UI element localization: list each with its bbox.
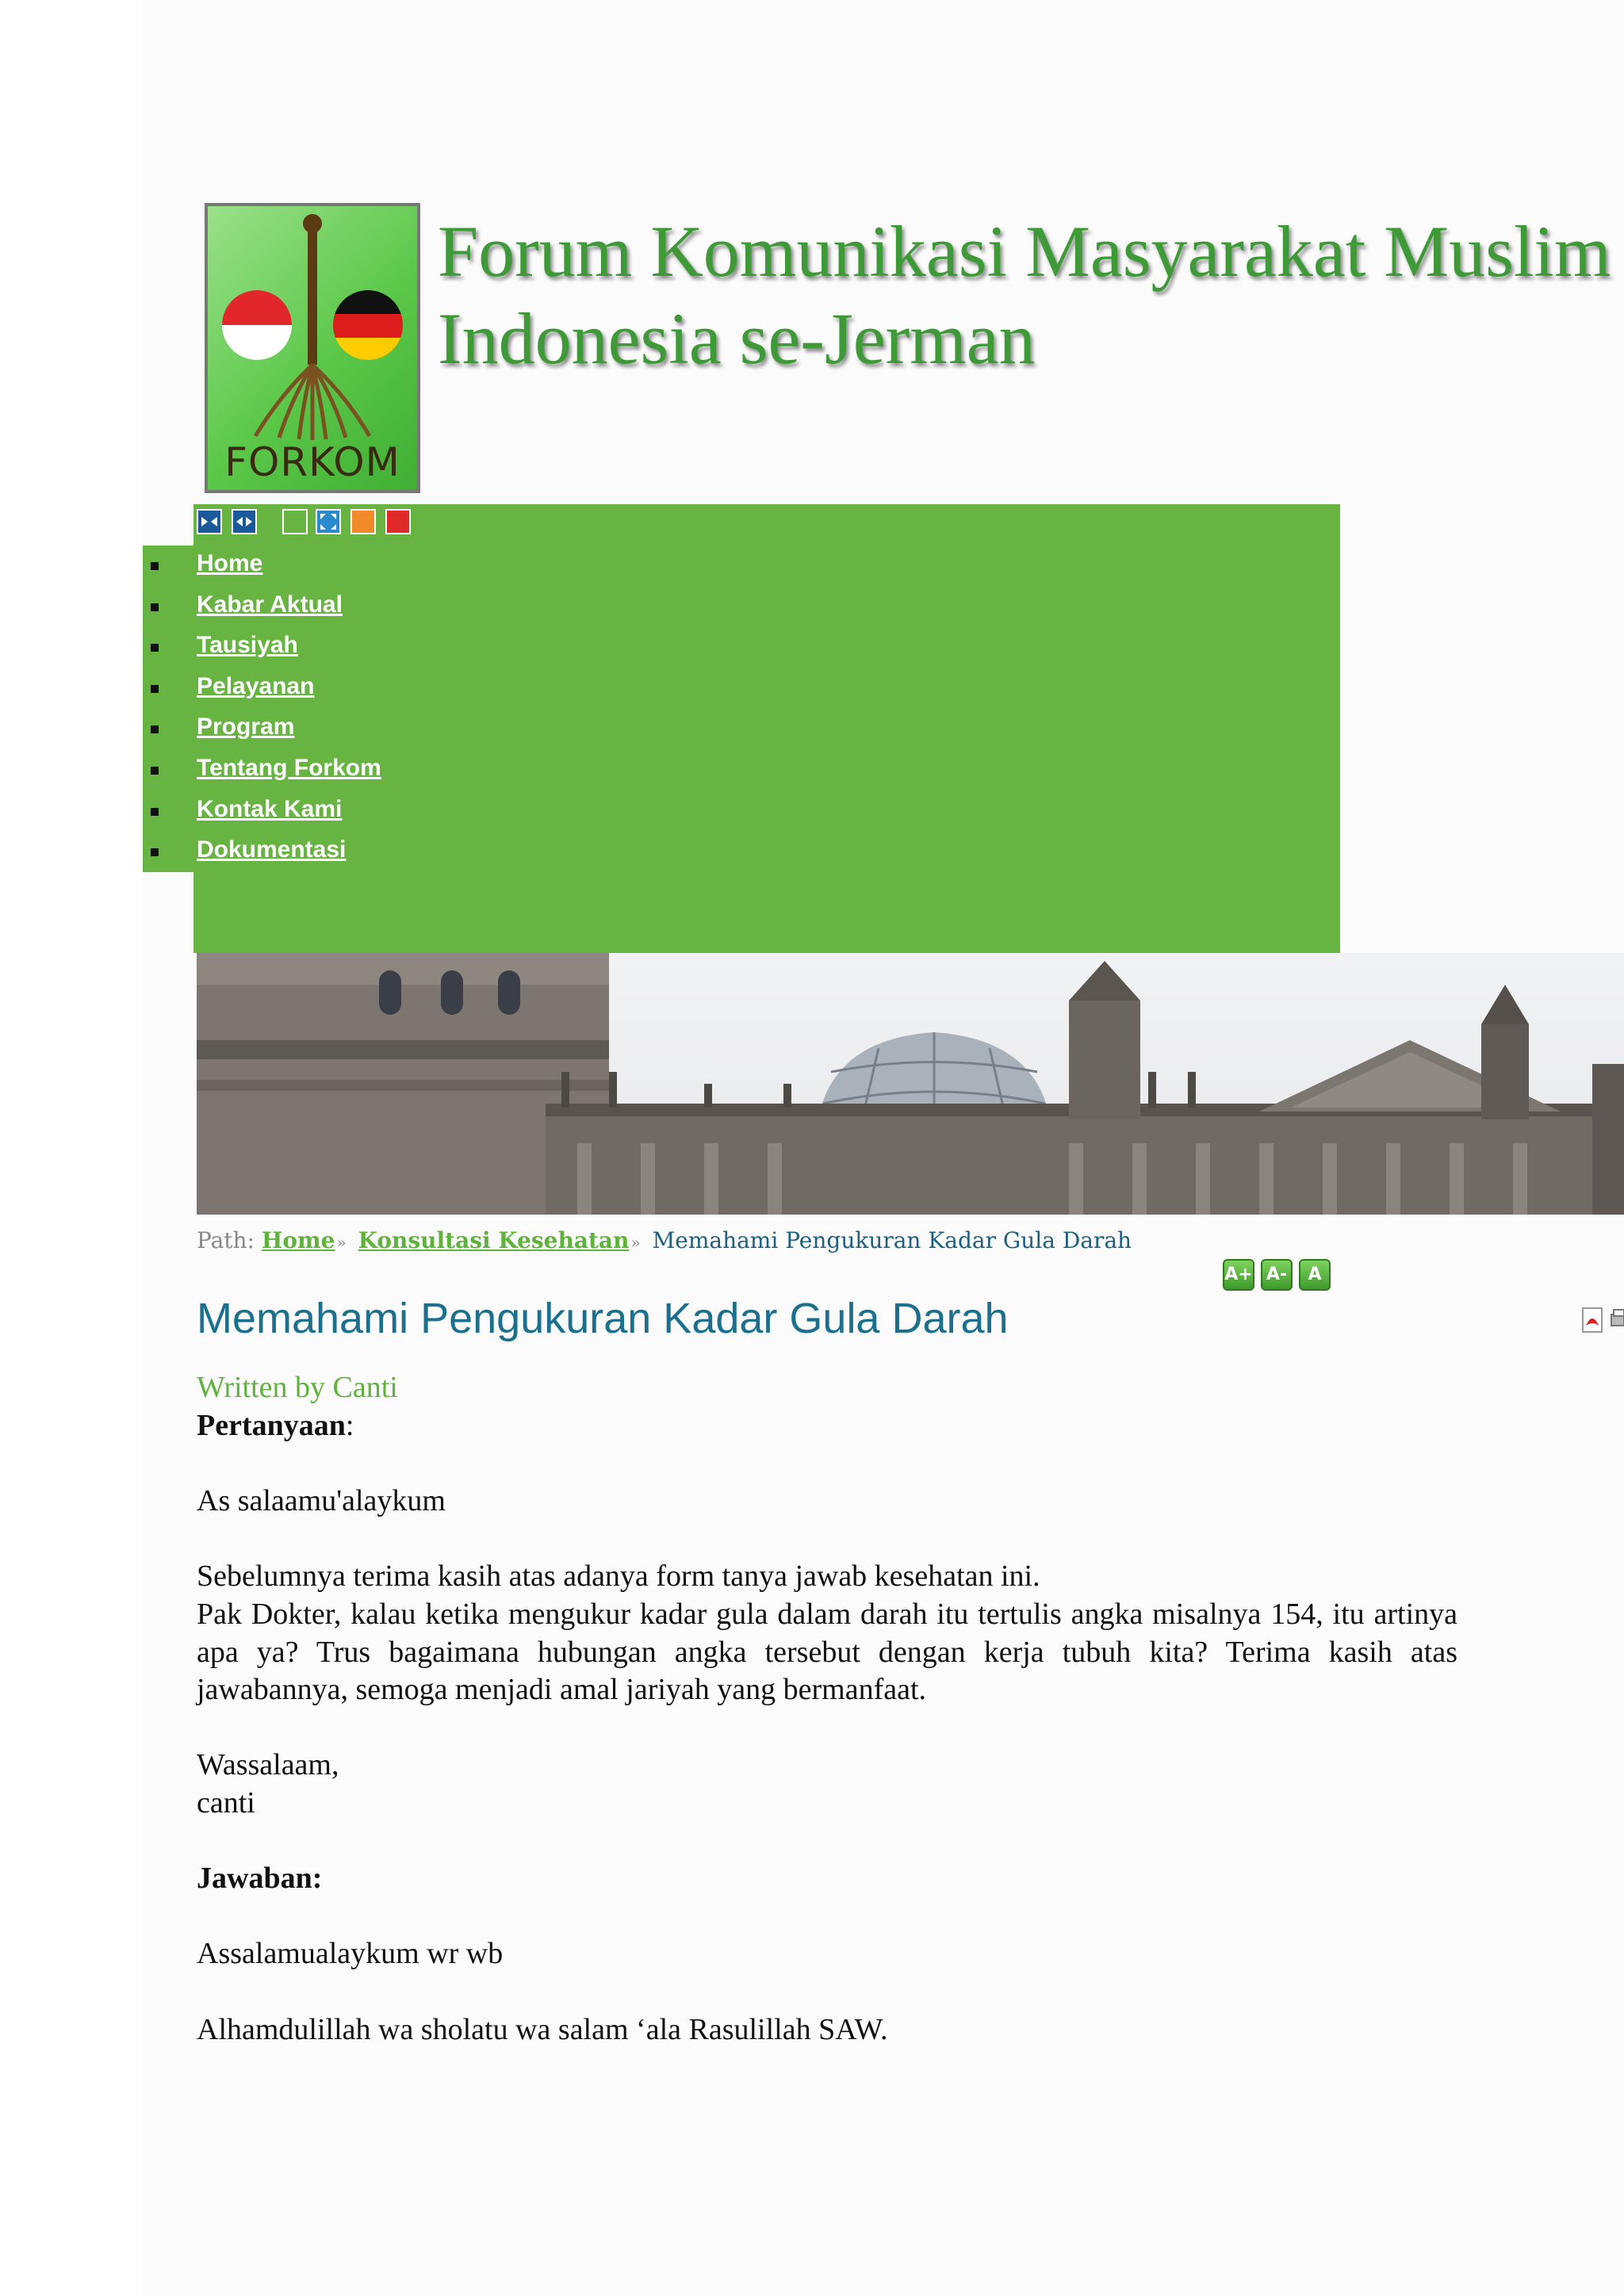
menu-panel [193, 504, 1340, 953]
bullet [151, 644, 159, 652]
article-title: Memahami Pengukuran Kadar Gula Darah [197, 1295, 1009, 1342]
nav-link-program[interactable]: Program [197, 714, 295, 740]
font-decrease-button[interactable]: A- [1261, 1259, 1293, 1291]
site-title [438, 208, 1624, 382]
nav-link-dokumentasi[interactable]: Dokumentasi [197, 836, 347, 863]
broom-emblem-icon [208, 206, 417, 444]
article-body [197, 1407, 1457, 2049]
bullet [151, 808, 159, 816]
nav-link-pelayanan[interactable]: Pelayanan [197, 672, 315, 699]
site-title-line2: Indonesia se-Jerman [438, 298, 1036, 379]
bullet [151, 848, 159, 856]
bullet [151, 725, 159, 733]
question-heading: Pertanyaan: [197, 1409, 354, 1442]
font-size-controls [1223, 1259, 1337, 1291]
bullet [151, 685, 159, 693]
breadcrumb-current: Memahami Pengukuran Kadar Gula Darah [652, 1227, 1132, 1253]
answer-label: Jawaban: [197, 1862, 323, 1896]
article-byline: Written by Canti [197, 1371, 398, 1404]
nav-link-kontak-kami[interactable]: Kontak Kami [197, 795, 343, 822]
bullet [151, 767, 159, 775]
question-para1: Sebelumnya terima kasih atas adanya form tanya jawab kesehatan ini. [197, 1559, 1040, 1594]
print-icon[interactable] [1610, 1307, 1624, 1337]
red-theme-icon[interactable] [385, 509, 411, 534]
answer-heading [197, 1860, 1457, 1898]
question-para2: Pak Dokter, kalau ketika mengukur kadar gula dalam darah itu tertulis angka misalnya 154, itu artinya apa ya? Trus bagaimana hubungan angka tersebut dengan kerja tubuh kita? Terima kasih atas jawabannya, semoga menjadi amal jariyah yang bermanfaat. [197, 1597, 1457, 1707]
answer-para1: Alhamdulillah wa sholatu wa salam ‘ala Rasulillah SAW. [197, 2012, 888, 2046]
nav-link-kabar-aktual[interactable]: Kabar Aktual [197, 591, 343, 618]
double-chevron-right-icon: » [336, 1233, 347, 1252]
double-chevron-right-icon: » [630, 1233, 641, 1252]
closing: Wassalaam, [197, 1748, 339, 1782]
font-reset-button[interactable]: A [1299, 1259, 1331, 1291]
bullet [151, 562, 159, 570]
nav-link-tausiyah[interactable]: Tausiyah [197, 632, 298, 659]
forkom-logo[interactable] [205, 203, 420, 493]
fullscreen-icon[interactable] [316, 509, 341, 534]
nav-link-home[interactable]: Home [197, 550, 263, 576]
breadcrumb [197, 1227, 1132, 1253]
site-title-line1: Forum Komunikasi Masyarakat Muslim [438, 211, 1611, 292]
answer-greeting: Assalamualaykum wr wb [197, 1937, 504, 1971]
greeting: As salaamu'alaykum [197, 1484, 446, 1518]
reichstag-building-image [197, 953, 1624, 1215]
green-theme-icon[interactable] [282, 509, 308, 534]
menu-panel-extension [143, 545, 193, 872]
orange-theme-icon[interactable] [350, 509, 376, 534]
font-increase-button[interactable]: A+ [1223, 1259, 1254, 1291]
wide-width-icon[interactable] [232, 509, 257, 534]
signature: canti [197, 1785, 255, 1820]
logo-label: FORKOM [224, 439, 400, 485]
breadcrumb-link-konsultasi-kesehatan[interactable]: Konsultasi Kesehatan [358, 1227, 630, 1253]
breadcrumb-link-home[interactable]: Home [261, 1227, 335, 1253]
header-banner [197, 953, 1624, 1215]
question-label: Pertanyaan [197, 1409, 346, 1442]
pdf-icon[interactable] [1580, 1307, 1607, 1337]
bullet [151, 603, 159, 611]
narrow-width-icon[interactable] [197, 509, 222, 534]
breadcrumb-prefix: Path: [197, 1227, 255, 1253]
nav-link-tentang-forkom[interactable]: Tentang Forkom [197, 754, 381, 781]
